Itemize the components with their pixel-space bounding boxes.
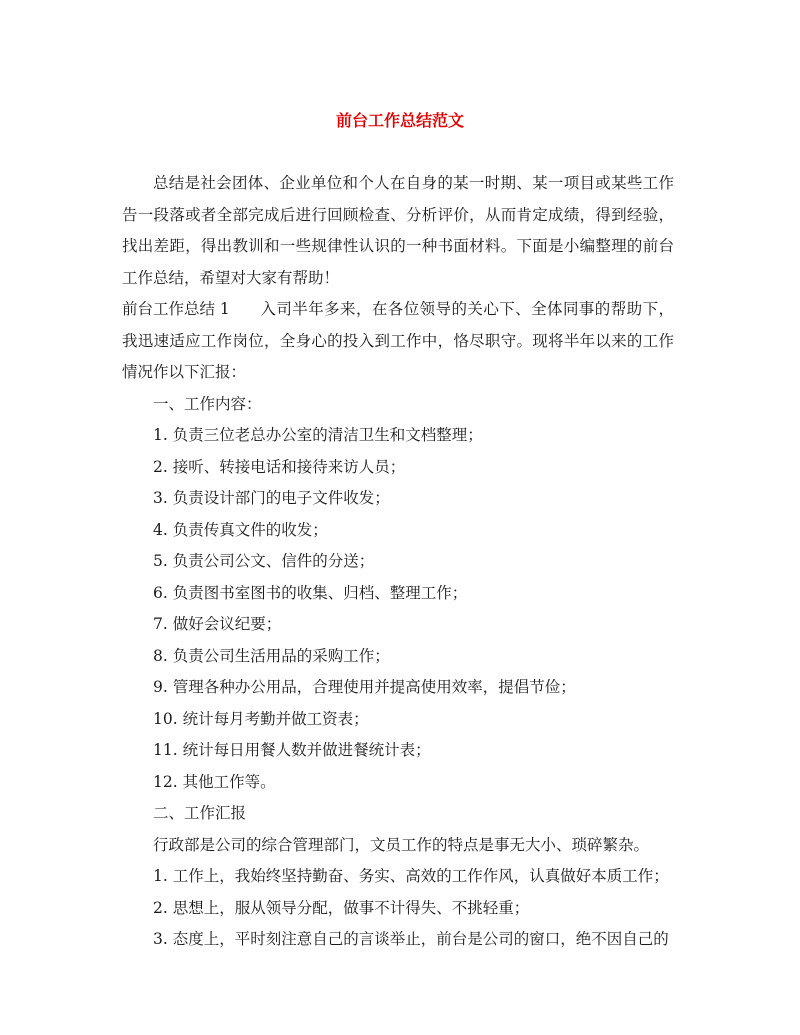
list-item: 12. 其他工作等。	[153, 772, 276, 791]
document-title: 前台工作总结范文	[335, 111, 464, 130]
summary-paragraph	[122, 294, 674, 389]
list-item: 4. 负责传真文件的收发；	[153, 520, 328, 539]
section1-heading: 一、工作内容：	[153, 394, 262, 413]
section2-intro: 行政部是公司的综合管理部门，文员工作的特点是事无大小、琐碎繁杂。	[153, 835, 650, 854]
report-item: 2. 思想上，服从领导分配，做事不计得失、不挑轻重；	[153, 898, 530, 917]
summary-text: 入司半年多来，在各位领导的关心下、全体同事的帮助下，我迅速适应工作岗位，全身心的投入到工作中，恪尽职守。现将半年以来的工作情况作以下汇报：	[122, 300, 674, 381]
list-item: 9. 管理各种办公用品，合理使用并提高使用效率，提倡节俭；	[153, 678, 576, 696]
document-body	[122, 168, 674, 956]
list-item: 2. 接听、转接电话和接待来访人员；	[153, 457, 406, 476]
list-item: 8. 负责公司生活用品的采购工作；	[153, 646, 390, 665]
list-item: 11. 统计每日用餐人数并做进餐统计表；	[153, 741, 431, 759]
summary-label: 前台工作总结 1	[122, 300, 230, 318]
list-item: 10. 统计每月考勤并做工资表；	[153, 709, 369, 728]
section2-heading: 二、工作汇报	[153, 804, 247, 822]
list-item: 1. 负责三位老总办公室的清洁卫生和文档整理；	[153, 426, 483, 444]
list-item: 5. 负责公司公文、信件的分送；	[153, 552, 375, 570]
list-item: 7. 做好会议纪要；	[153, 615, 282, 633]
list-item: 6. 负责图书室图书的收集、归档、整理工作；	[153, 583, 468, 602]
report-item: 3. 态度上，平时刻注意自己的言谈举止，前台是公司的窗口，绝不因自己的	[153, 930, 669, 948]
list-item: 3. 负责设计部门的电子文件收发；	[153, 489, 390, 507]
report-item: 1. 工作上，我始终坚持勤奋、务实、高效的工作作风，认真做好本质工作；	[153, 867, 669, 885]
intro-paragraph: 总结是社会团体、企业单位和个人在自身的某一时期、某一项目或某些工作告一段落或者全部完成后进行回顾检查、分析评价，从而肯定成绩，得到经验，找出差距，得出教训和一些规律性认识的一种书面材料。下面是小编整理的前台工作总结，希望对大家有帮助！	[122, 174, 674, 287]
